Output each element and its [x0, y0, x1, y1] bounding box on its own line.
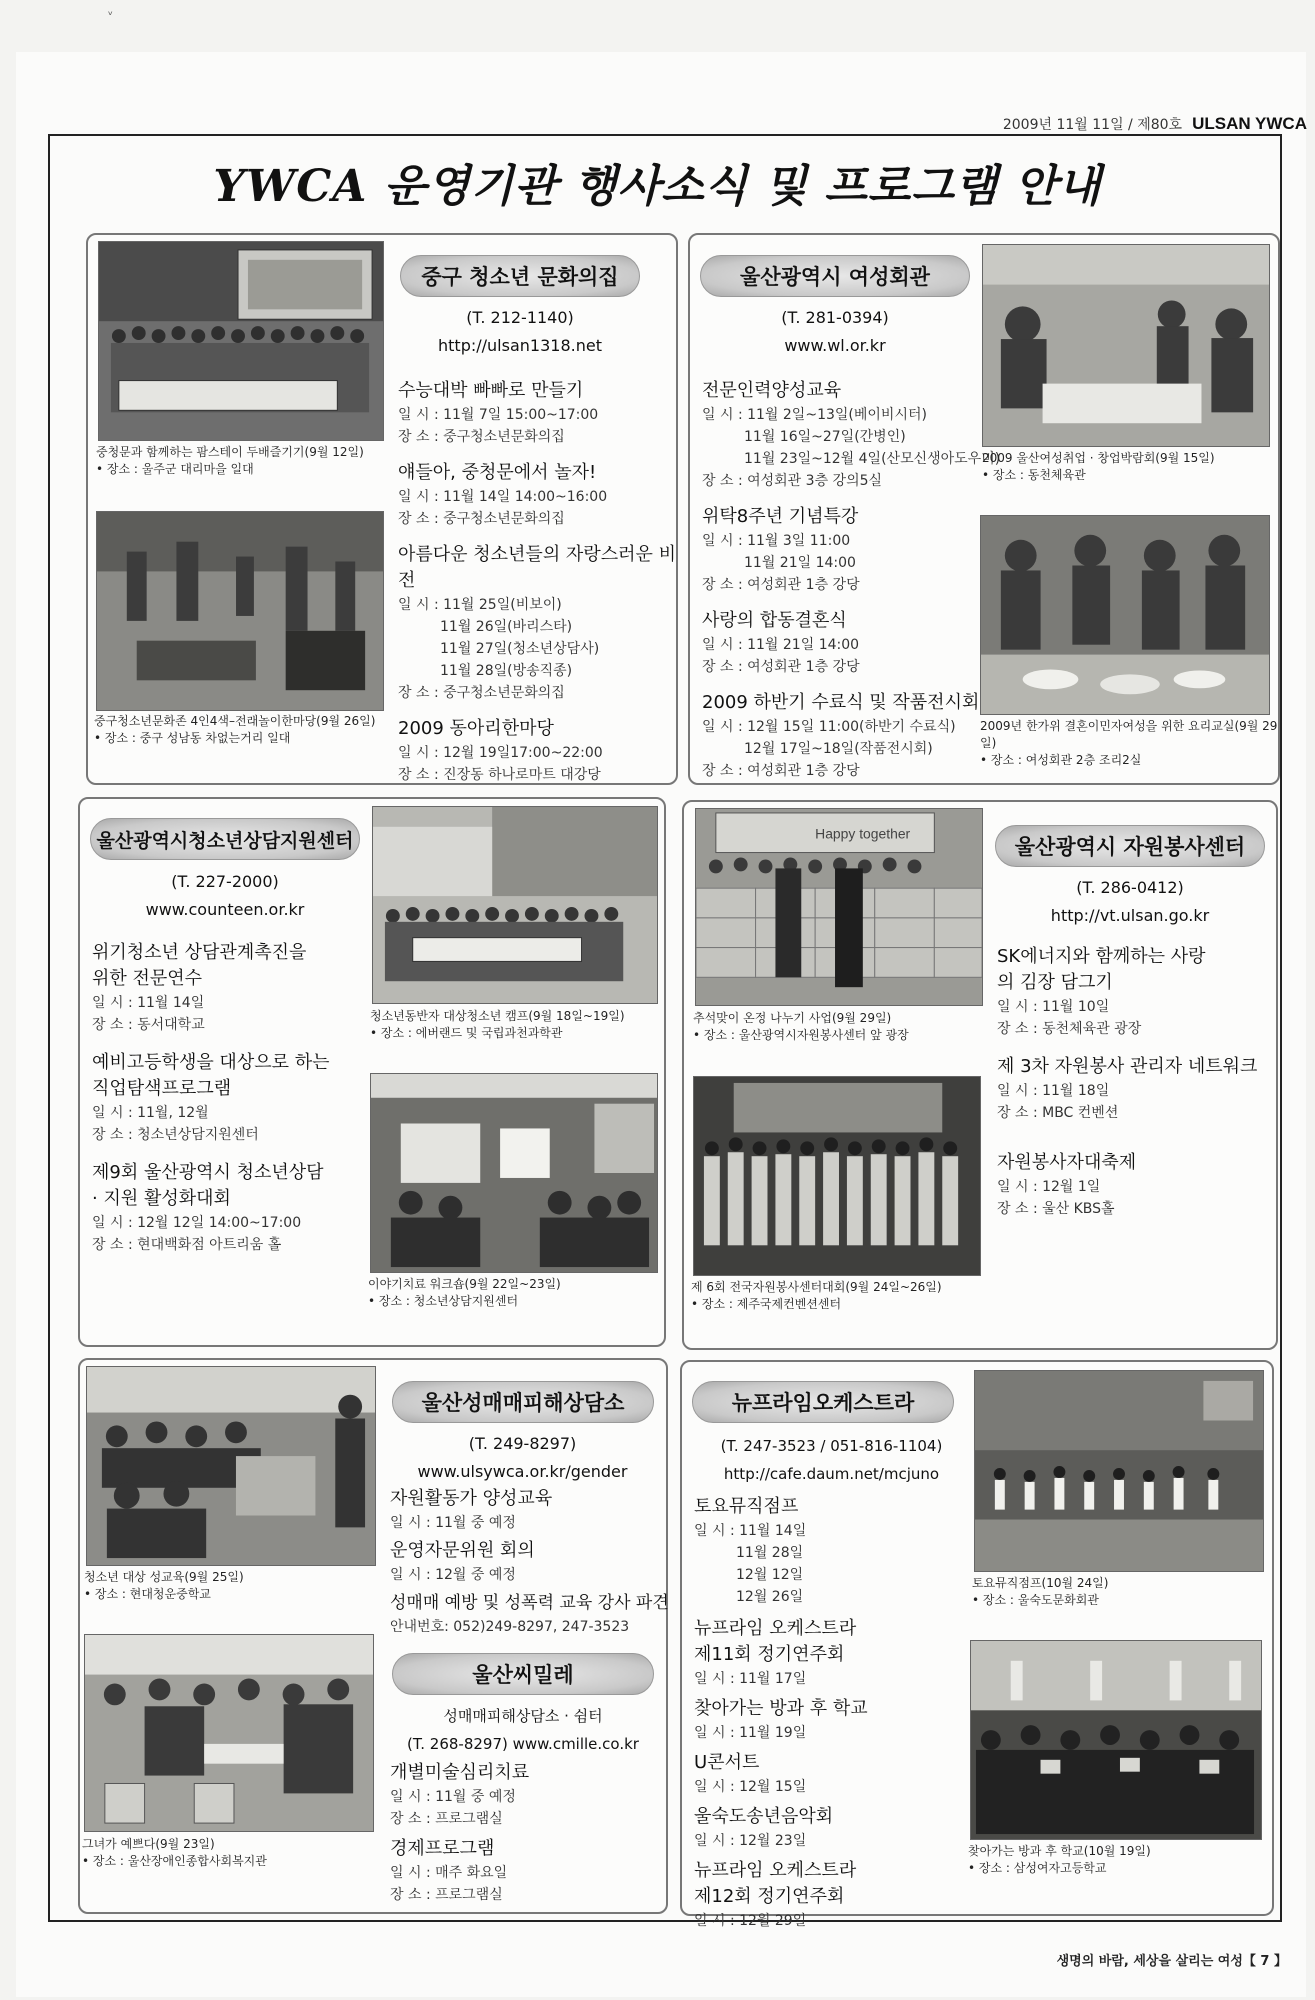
- events-volunteer: [997, 944, 1267, 1232]
- phone-website: (T. 268-8297) www.cmille.co.kr: [407, 1735, 639, 1753]
- caption-title: 찾아가는 방과 후 학교(10월 19일): [968, 1844, 1151, 1858]
- event-item: [92, 940, 362, 1036]
- section-title-sexcounsel: 울산성매매피해상담소: [392, 1381, 654, 1423]
- banner-text: Happy together: [815, 825, 911, 842]
- event-line: 일 시 : 11월 3일 11:00: [702, 533, 851, 549]
- events-womens: [702, 378, 1001, 794]
- caption-chuseok: [693, 1010, 993, 1044]
- event-item: [702, 504, 982, 596]
- event-line: 장 소 : 동서대학교: [92, 1017, 205, 1033]
- caption-title: 제 6회 전국자원봉사센터대회(9월 24일~26일): [691, 1280, 942, 1294]
- caption-place: • 장소 : 동천체육관: [982, 468, 1086, 482]
- photo-folk-games: [96, 511, 384, 711]
- event-title: 경제프로그램: [390, 1838, 495, 1859]
- event-item: [694, 1494, 954, 1608]
- event-title: 토요뮤직점프: [694, 1496, 799, 1517]
- event-line: 11월 23일~12월 4일(산모신생아도우미): [702, 451, 1001, 467]
- event-title: 제 3차 자원봉사 관리자 네트워크: [997, 1056, 1258, 1077]
- event-line: 일 시 : 11월 14일 14:00~16:00: [398, 489, 608, 505]
- event-line: 일 시 : 11월 중 예정: [390, 1789, 516, 1805]
- event-item: [997, 944, 1267, 1040]
- photo-national-conference: [693, 1076, 981, 1276]
- event-line: 12월 26일: [694, 1589, 804, 1605]
- caption-she-is-pretty: [82, 1836, 382, 1870]
- event-line: 장 소 : 현대백화점 아트리움 홀: [92, 1237, 282, 1253]
- photo-cooking-class: [980, 515, 1270, 715]
- event-item: [694, 1804, 954, 1852]
- event-title: 얘들아, 중청문에서 놀자!: [398, 462, 597, 483]
- event-line: 장 소 : 중구청소년문화의집: [398, 511, 565, 527]
- event-line: 장 소 : 진장동 하나로마트 대강당: [398, 767, 601, 783]
- event-title: 자원봉사자대축제: [997, 1152, 1137, 1173]
- events-sexcounsel: [390, 1486, 670, 1650]
- section-title-orchestra: 뉴프라임오케스트라: [692, 1381, 954, 1423]
- event-item: [390, 1538, 670, 1586]
- phone: (T. 249-8297): [468, 1434, 577, 1453]
- caption-after-school: [968, 1843, 1268, 1877]
- event-line: 일 시 : 11월 19일: [694, 1725, 807, 1741]
- events-junggu: [398, 378, 678, 798]
- caption-youth-camp: [370, 1008, 670, 1042]
- event-title: 자원활동가 양성교육: [390, 1488, 553, 1509]
- caption-job-fair: [982, 450, 1282, 484]
- event-title: 울숙도송년음악회: [694, 1806, 834, 1827]
- event-line: 장 소 : 동천체육관 광장: [997, 1021, 1142, 1037]
- contact-orchestra: [694, 1432, 969, 1488]
- event-line: 장 소 : 중구청소년문화의집: [398, 685, 565, 701]
- event-title: 성매매 예방 및 성폭력 교육 강사 파견: [390, 1593, 669, 1613]
- caption-title: 그녀가 예쁘다(9월 23일): [82, 1837, 215, 1851]
- event-line: 11월 27일(청소년상담사): [398, 641, 600, 657]
- photo-farmstay: [98, 241, 384, 441]
- event-title: 예비고등학생을 대상으로 하는 직업탐색프로그램: [92, 1052, 330, 1099]
- photo-workshop: [370, 1073, 658, 1273]
- event-item: [694, 1750, 954, 1798]
- event-line: 11월 26일(바리스타): [398, 619, 573, 635]
- event-line: 일 시 : 11월, 12월: [92, 1105, 209, 1121]
- event-line: 장 소 : 프로그램실: [390, 1887, 503, 1903]
- caption-title: 중청문과 함께하는 팜스테이 두배즐기기(9월 12일): [96, 445, 364, 459]
- event-item: [694, 1696, 954, 1744]
- contact-counsel: [105, 868, 345, 924]
- event-line: 11월 16일~27일(간병인): [702, 429, 906, 445]
- event-item: [390, 1486, 670, 1534]
- event-item: [398, 378, 678, 448]
- caption-place: • 장소 : 청소년상담지원센터: [368, 1294, 519, 1308]
- photo-youth-camp: [372, 806, 658, 1004]
- issue-date: 2009년 11월 11일 / 제80호: [1002, 117, 1183, 133]
- event-item: [390, 1836, 670, 1906]
- event-line: 장 소 : 중구청소년문화의집: [398, 429, 565, 445]
- event-line: 장 소 : 프로그램실: [390, 1811, 503, 1827]
- caption-title: 청소년동반자 대상청소년 캠프(9월 18일~19일): [370, 1009, 625, 1023]
- caption-place: • 장소 : 삼성여자고등학교: [968, 1861, 1107, 1875]
- event-line: 일 시 : 12월 15일 11:00(하반기 수료식): [702, 719, 956, 735]
- event-item: [694, 1858, 954, 1932]
- event-item: [92, 1050, 362, 1146]
- contact-volunteer: [1010, 874, 1250, 930]
- event-title: 개별미술심리치료: [390, 1762, 530, 1783]
- caption-place: • 장소 : 울숙도문화회관: [972, 1593, 1099, 1607]
- brand-name: ULSAN YWCA: [1192, 114, 1307, 133]
- event-title: U콘서트: [694, 1752, 760, 1773]
- event-title: 위기청소년 상담관계촉진을 위한 전문연수: [92, 942, 307, 989]
- event-line: 장 소 : 여성회관 1층 강당: [702, 577, 860, 593]
- event-item: [997, 1054, 1267, 1124]
- caption-title: 중구청소년문화존 4인4색–전래놀이한마당(9월 26일): [94, 714, 376, 728]
- caption-place: • 장소 : 제주국제컨벤션센터: [691, 1297, 842, 1311]
- event-line: 장 소 : MBC 컨벤션: [997, 1105, 1119, 1121]
- caption-sex-education: [84, 1569, 384, 1603]
- event-title: SK에너지와 함께하는 사랑의 김장 담그기: [997, 946, 1206, 993]
- caption-place: • 장소 : 울산광역시자원봉사센터 앞 광장: [693, 1028, 909, 1042]
- event-line: 11월 21일 14:00: [702, 555, 856, 571]
- caption-folk-games: [94, 713, 404, 747]
- event-line: 일 시 : 매주 화요일: [390, 1865, 508, 1881]
- event-title: 뉴프라임 오케스트라 제12회 정기연주회: [694, 1860, 857, 1907]
- caption-title: 2009 울산여성취업 · 창업박람회(9월 15일): [982, 451, 1215, 465]
- event-item: [390, 1590, 670, 1638]
- event-line: 일 시 : 11월 2일~13일(베이비시터): [702, 407, 927, 423]
- page-footer: 생명의 바람, 세상을 살리는 여성【 7 】: [1056, 1954, 1287, 1969]
- event-line: 일 시 : 11월 25일(비보이): [398, 597, 562, 613]
- event-title: 수능대박 빠빠로 만들기: [398, 380, 584, 401]
- photo-chuseok: [695, 808, 983, 1006]
- phone: (T. 281-0394): [781, 308, 889, 327]
- event-item: [92, 1160, 362, 1256]
- page-header: [1003, 114, 1307, 134]
- event-line: 일 시 : 12월 23일: [694, 1833, 807, 1849]
- event-line: 일 시 : 11월 중 예정: [390, 1515, 516, 1531]
- caption-place: • 장소 : 여성회관 2층 조리2실: [980, 753, 1142, 767]
- website: http://ulsan1318.net: [438, 336, 602, 355]
- event-line: 일 시 : 11월 14일: [92, 995, 205, 1011]
- event-item: [398, 460, 678, 530]
- event-title: 운영자문위원 회의: [390, 1540, 535, 1561]
- event-title: 2009 동아리한마당: [398, 718, 554, 739]
- event-line: 장 소 : 울산 KBS홀: [997, 1201, 1115, 1217]
- event-title: 뉴프라임 오케스트라 제11회 정기연주회: [694, 1618, 857, 1665]
- event-item: [702, 378, 1001, 492]
- shelter-label: 성매매피해상담소 · 쉼터: [443, 1707, 603, 1725]
- event-line: 11월 28일(방송직종): [398, 663, 573, 679]
- event-line: 일 시 : 11월 10일: [997, 999, 1110, 1015]
- caption-workshop: [368, 1276, 668, 1310]
- phone: (T. 212-1140): [466, 308, 574, 327]
- phone: (T. 227-2000): [171, 872, 279, 891]
- event-line: 장 소 : 여성회관 1층 강당: [702, 763, 860, 779]
- photo-she-is-pretty: [84, 1634, 374, 1832]
- caption-national-conference: [691, 1279, 991, 1313]
- caption-title: 추석맞이 온정 나누기 사업(9월 29일): [693, 1011, 892, 1025]
- caption-place: • 장소 : 에버랜드 및 국립과천과학관: [370, 1026, 563, 1040]
- caption-title: 이야기치료 워크숍(9월 22일~23일): [368, 1277, 561, 1291]
- caption-title: 토요뮤직점프(10월 24일): [972, 1576, 1109, 1590]
- event-line: 12월 12일: [694, 1567, 804, 1583]
- event-item: [390, 1760, 670, 1830]
- photo-after-school: [970, 1640, 1262, 1840]
- event-line: 11월 28일: [694, 1545, 804, 1561]
- event-title: 전문인력양성교육: [702, 380, 842, 401]
- event-line: 장 소 : 여성회관 3층 강의5실: [702, 473, 883, 489]
- event-line: 12월 17일~18일(작품전시회): [702, 741, 933, 757]
- caption-place: • 장소 : 울산장애인종합사회복지관: [82, 1854, 267, 1868]
- section-title-counsel: 울산광역시청소년상담지원센터: [90, 818, 360, 860]
- website: www.wl.or.kr: [784, 336, 886, 355]
- event-title: 찾아가는 방과 후 학교: [694, 1698, 868, 1719]
- events-counsel: [92, 940, 362, 1268]
- website: http://cafe.daum.net/mcjuno: [723, 1465, 940, 1483]
- event-line: 일 시 : 12월 12일 14:00~17:00: [92, 1215, 302, 1231]
- photo-sex-education: [86, 1366, 376, 1566]
- contact-sexcounsel: [400, 1430, 645, 1486]
- event-item: [694, 1616, 954, 1690]
- event-item: [997, 1150, 1267, 1220]
- section-title-womens: 울산광역시 여성회관: [700, 255, 970, 297]
- section-title-volunteer: 울산광역시 자원봉사센터: [995, 825, 1265, 867]
- caption-title: 2009년 한가위 결혼이민자여성을 위한 요리교실(9월 29일): [980, 719, 1278, 750]
- event-line: 장 소 : 청소년상담지원센터: [92, 1127, 259, 1143]
- event-line: 일 시 : 11월 18일: [997, 1083, 1110, 1099]
- event-line: 일 시 : 11월 21일 14:00: [702, 637, 860, 653]
- event-line: 일 시 : 11월 17일: [694, 1671, 807, 1687]
- caption-place: • 장소 : 중구 성남동 차없는거리 일대: [94, 731, 291, 745]
- caption-place: • 장소 : 현대청운중학교: [84, 1587, 211, 1601]
- event-line: 일 시 : 12월 15일: [694, 1779, 807, 1795]
- section-title-cmille: 울산씨밀레: [392, 1653, 654, 1695]
- section-title-junggu: 중구 청소년 문화의집: [400, 255, 640, 297]
- event-title: 위탁8주년 기념특강: [702, 506, 859, 527]
- event-item: [398, 542, 678, 704]
- event-title: 아름다운 청소년들의 자랑스러운 비전: [398, 544, 676, 591]
- event-title: 2009 하반기 수료식 및 작품전시회: [702, 692, 980, 713]
- website: http://vt.ulsan.go.kr: [1050, 906, 1210, 925]
- website: www.ulsywca.or.kr/gender: [417, 1462, 628, 1481]
- page-title: YWCA 운영기관 행사소식 및 프로그램 안내: [213, 161, 1102, 212]
- photo-music-jump: [974, 1370, 1264, 1572]
- photo-job-fair: [982, 244, 1270, 447]
- caption-title: 청소년 대상 성교육(9월 25일): [84, 1570, 244, 1584]
- event-line: 일 시 : 12월 중 예정: [390, 1567, 516, 1583]
- website: www.counteen.or.kr: [145, 900, 305, 919]
- contact-womens: [715, 304, 955, 360]
- event-title: 제9회 울산광역시 청소년상담 · 지원 활성화대회: [92, 1162, 324, 1209]
- caption-place: • 장소 : 울주군 대리마을 일대: [96, 462, 254, 476]
- event-line: 장 소 : 여성회관 1층 강당: [702, 659, 860, 675]
- caption-cooking-class: [980, 718, 1280, 769]
- event-line: 일 시 : 12월 29일: [694, 1913, 807, 1929]
- caption-farmstay: [96, 444, 396, 478]
- event-item: [702, 690, 982, 782]
- contact-cmille: [386, 1702, 660, 1758]
- scan-mark: ᵛ: [108, 8, 114, 22]
- event-line: 일 시 : 12월 19일17:00~22:00: [398, 745, 603, 761]
- event-line: 일 시 : 11월 7일 15:00~17:00: [398, 407, 599, 423]
- contact-junggu: [400, 304, 640, 360]
- event-item: [398, 716, 678, 786]
- events-orchestra: [694, 1494, 954, 1944]
- phone: (T. 247-3523 / 051-816-1104): [720, 1437, 943, 1455]
- event-item: [702, 608, 982, 678]
- event-title: 사랑의 합동결혼식: [702, 610, 847, 631]
- event-line: 일 시 : 12월 1일: [997, 1179, 1101, 1195]
- events-cmille: [390, 1760, 670, 1918]
- event-line: 일 시 : 11월 14일: [694, 1523, 807, 1539]
- event-line: 안내번호: 052)249-8297, 247-3523: [390, 1619, 630, 1635]
- caption-music-jump: [972, 1575, 1272, 1609]
- phone: (T. 286-0412): [1076, 878, 1184, 897]
